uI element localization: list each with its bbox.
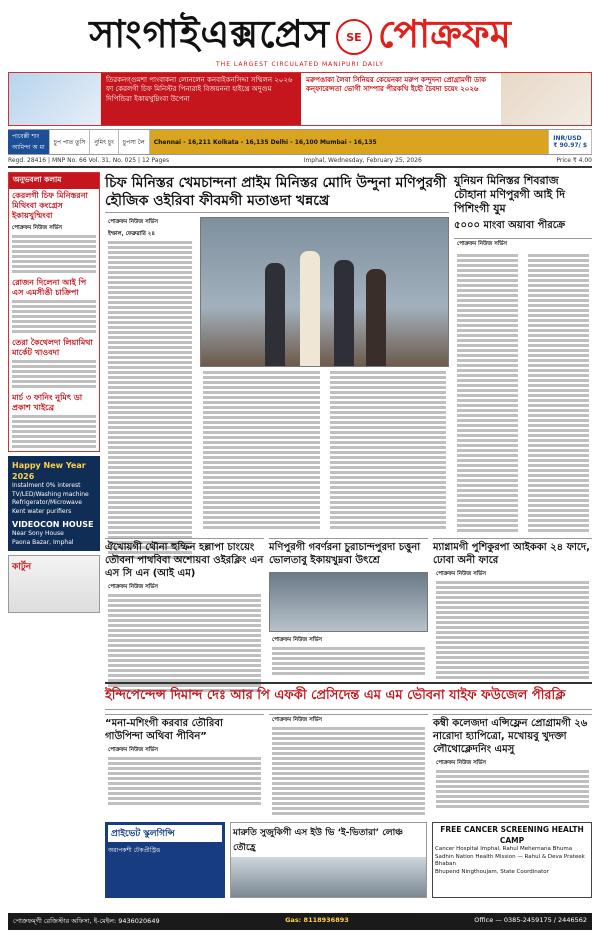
weather-cell: চুপসা লৈ (119, 130, 150, 154)
lead-photo (200, 217, 449, 367)
story-photo (269, 572, 428, 632)
story-headline[interactable]: কম্বী কলেজদা এন্সিফ্লেন প্রোগ্রামগী ২৬ নারোদা হ্যাপিত্রো, মখোয়বু খুদক্তা লৌথোক্লেদনিং এমসু (433, 718, 588, 755)
car-story (230, 822, 427, 898)
camp-contact: Bhupend Ningthoujam, State Coordinator (435, 869, 549, 876)
weather-value: আমিন্দা অ মা (12, 144, 45, 151)
side-subhead: ৫০০০ মাংবা অয়াবা পীরক্রে (454, 217, 592, 239)
article-text (433, 581, 592, 682)
cartoon-label: কার্টুন (12, 561, 32, 572)
registration-info: Regd. 28416 | MNP No. 66 Vol. 31, No. 025 | 12 Pages (8, 157, 170, 164)
car-headline[interactable]: মারুতি সুজুকিগী এস ইউ ভি ‘ই-ভিতারা’ লোঞ্চ তৌহ্রে (233, 828, 404, 853)
school-ad-title: প্রাইভেট স্কুলগিন্সি (108, 825, 222, 842)
story-byline: পোক্রফম নিউজ সর্ভিস (436, 760, 487, 766)
weather-cell: চুপ পাত তুসি (50, 130, 91, 154)
main-area (105, 172, 592, 898)
ad-address: Paona Bazar, Imphal (12, 538, 74, 546)
band-photo-left (9, 73, 101, 125)
ad-brand-sub: Near Sony House (12, 530, 64, 538)
electronics-ad[interactable] (8, 456, 100, 551)
article-text (9, 300, 99, 336)
band-text-b: মরুপঙাকা লৈবা সিনিয়র কেয়েনকা মরুপ কন্দুদনা প্রোগ্রামগী ডাক কন্ফারেন্সতা ভোগী সাম্পার পীরকখি ইহৌ চৈবদা চয়েং ২০২৬ (301, 73, 501, 125)
news-story (105, 714, 264, 818)
info-strip (8, 129, 592, 155)
article-text (269, 727, 428, 818)
left-column (8, 172, 100, 898)
side-headline[interactable]: যুনিয়ন মিনিস্তর শিবরাজ চৌহানা মণিপুরগী আই দি পিশিংগী যুম (454, 174, 566, 215)
inr-box (549, 130, 592, 154)
masthead-tagline: THE LARGEST CIRCULATED MANIPURI DAILY (216, 61, 384, 68)
lead-byline: পোক্রফম নিউজ সর্ভিস (108, 219, 159, 226)
article-text (9, 360, 99, 391)
left-byline: পোক্রফম নিউজ সর্ভিস (12, 225, 63, 231)
ad-brand: VIDEOCON HOUSE (12, 519, 94, 529)
left-headline[interactable]: মার্চ ৩ ফানিং নুমিৎ ডা প্রকাশ খাইব্রে (12, 393, 83, 412)
ad-line: TV/LED/Washing machine Refrigerator/Microwave (12, 490, 89, 507)
ad-line: Kent water purifiers (12, 507, 72, 515)
cartoon-box (8, 555, 100, 613)
masthead-name-right: পোক্রফম (377, 11, 511, 56)
top-ad-band (8, 72, 592, 126)
news-story (433, 714, 592, 818)
school-ad[interactable] (105, 822, 225, 898)
article-text (105, 594, 264, 695)
left-column-header: অনুভবলা কলাম (9, 173, 99, 189)
masthead-name-left: সাংগাইএক্সপ্রেস (89, 11, 330, 56)
article-text (433, 770, 592, 811)
ad-title: Happy New Year 2026 (12, 461, 86, 482)
footer-main: পোক্রফম্গী রেজিস্টার অফিসা, ই-মেইল: 9436020649 (13, 917, 160, 925)
masthead (8, 6, 592, 68)
school-ad-sub: অরাপকশী টেকপ্রীস্ট্রিঙ (108, 847, 161, 854)
article-text (269, 647, 428, 678)
ad-offer: Instalment 0% interest (12, 482, 81, 490)
story-byline: পোক্রফম নিউজ সর্ভিস (108, 584, 159, 590)
news-story (269, 538, 428, 678)
weather-box (8, 130, 50, 154)
news-story (105, 538, 264, 678)
story-byline: পোক্রফম নিউজ সর্ভিস (272, 637, 323, 643)
weather-cell: নুমিৎ চুং (90, 130, 119, 154)
story-byline: পোক্রফম নিউজ সর্ভিস (272, 717, 323, 723)
left-headline[interactable]: রোজন দিলেনা আই পি এস এমসীঙী চাক্রিপা (12, 278, 87, 297)
metal-rates: Chennai - 16,211 Kolkata - 16,135 Delhi - 16,100 Mumbai - 16,135 (150, 130, 550, 154)
weather-label: পাবেল্লী শাং (12, 133, 40, 140)
left-news-box (8, 172, 100, 452)
lead-headline[interactable]: চিফ মিনিস্তর খেমচান্দনা প্রাইম মিনিস্তর মোদি উন্দুনা মণিপুরগী হৌজিক ওইরিবা ফীবমগী মতাঙদা খন্নখ্রে (105, 172, 449, 213)
article-text (525, 254, 592, 535)
car-photo (231, 857, 426, 897)
banner-headline[interactable]: ইন্দিপেন্দেন্স দিমান্দ দেঃ আর পি এফকী প্রেসিদেন্ত এম এম ভৌবনা যাইফ ফউজেল পীরক্লি (105, 682, 592, 710)
side-byline: পোক্রফম নিউজ সর্ভিস (457, 241, 508, 248)
article-text (327, 371, 450, 532)
issue-date: Imphal, Wednesday, February 25, 2026 (303, 157, 422, 164)
left-headline[interactable]: কেরলগী চিফ মিনিস্তরনা মিথিংবা কংগ্রেস ইকায়খুম্মিংবা (12, 191, 88, 220)
footer-gas: Gas: 8118936893 (285, 916, 349, 924)
story-headline[interactable]: ঐখোয়গী থৌনা হুম্ফিন হল্লাপা চাংয়েং তৌবনা পাথবিবা অশোয়বা ওইরক্লিং এন এস সি এন (আই এম) (105, 542, 264, 579)
news-story (269, 714, 428, 818)
masthead-logo: SE (336, 19, 372, 55)
story-byline: পোক্রফম নিউজ সর্ভিস (436, 571, 487, 577)
left-headline[interactable]: তেরা কৈথেলদা লিয়ামিথা মার্কেট খাওবদা (12, 338, 93, 357)
inr-value: ₹ 90.97/ $ (553, 142, 587, 149)
news-story (433, 538, 592, 678)
article-text (105, 757, 264, 808)
band-text-a: তিরকনগ্গুমশা পাংবাকনা লোনলেন কনবাইকনসিদ্দা সম্মিলন ২০২৬ ফা কেরলগী চিফ মিনিস্টর পিনারাই বিজয়ননা হাইখ্রে অদুগুম দিপিন্ডিরা ইকায়খুম্নিংবা উপেনা (101, 73, 301, 125)
camp-body: Cancer Hospital Imphal, Rahul Mehernana Bhuma Sadhin Nation Health Mission — Rahul & Deva Prateek Bhaban (435, 846, 585, 868)
side-story (454, 172, 592, 534)
lead-story (105, 172, 449, 534)
dateline (8, 155, 592, 168)
article-text (200, 371, 323, 532)
health-camp-notice[interactable] (432, 822, 592, 898)
footer-office: Office — 0385-2459175 / 2446562 (474, 916, 587, 924)
band-photo-right (501, 73, 591, 125)
article-text (454, 254, 521, 535)
article-text (9, 415, 99, 451)
story-headline[interactable]: মণিপুরগী গবর্ণরনা চুরাচান্দপুরদা চত্তুনা ভোলতাবু ইকায়খুম্নবা উৎশ্রে (269, 542, 421, 566)
story-headline[interactable]: ম্যাগ্নামগী পুশিকুরপা আইককা ২৪ ফাদে, ঢোবা অনী ফারে (433, 542, 590, 566)
article-text (105, 241, 195, 562)
lead-dateline: ইম্ফাল, ফেব্রুৱারি ২৪ (108, 231, 155, 238)
story-headline[interactable]: “মনা-মশিংগী করবার তৌরিবা গাউপিন্দা অথিবা পীবিন” (105, 718, 223, 742)
price: Price ₹ 4.00 (556, 157, 592, 164)
story-byline: পোক্রফম নিউজ সর্ভিস (108, 747, 159, 753)
inr-label: INR/USD (553, 135, 582, 142)
footer-bar (8, 913, 592, 930)
article-text (9, 235, 99, 276)
camp-title: FREE CANCER SCREENING HEALTH CAMP (440, 825, 584, 845)
